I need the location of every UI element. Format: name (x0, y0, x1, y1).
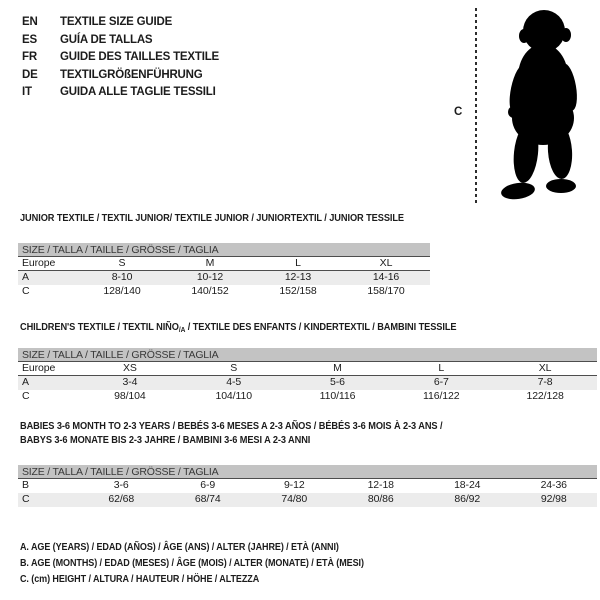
size-header-band: SIZE / TALLA / TAILLE / GRÖSSE / TAGLIA (18, 348, 597, 362)
language-code: IT (22, 86, 32, 98)
table-title-line (20, 420, 442, 434)
row-label: C (22, 285, 30, 297)
table-row (18, 479, 597, 493)
table-title-line (20, 212, 404, 226)
table-cell: 10-12 (196, 271, 224, 283)
table-cell: 7-8 (537, 376, 553, 388)
subscript-text: /A (178, 325, 186, 334)
column-header-row (18, 362, 597, 376)
table-cell: 18-24 (454, 479, 481, 491)
title-text: BABYS 3-6 MONATE BIS 2-3 JAHRE / BAMBINI 3-6 MESI A 2-3 ANNI (20, 433, 311, 446)
babies-size-table (18, 465, 597, 507)
table-cell: 6-9 (200, 479, 216, 491)
table-cell: 74/80 (281, 493, 308, 505)
table-cell: 9-12 (283, 479, 305, 491)
language-code: FR (22, 51, 37, 63)
column-header-cell: XL (379, 257, 393, 269)
language-code: EN (22, 16, 38, 28)
table-cell: 12-18 (367, 479, 394, 491)
size-header-band: SIZE / TALLA / TAILLE / GRÖSSE / TAGLIA (18, 243, 430, 257)
language-title: GUIDA ALLE TAGLIE TESSILI (60, 86, 216, 98)
legend-line: A. AGE (YEARS) / EDAD (AÑOS) / ÂGE (ANS) / ALTER (JAHRE) / ETÀ (ANNI) (20, 541, 339, 553)
row-label: A (22, 376, 29, 388)
legend (20, 539, 420, 587)
table-cell: 6-7 (433, 376, 449, 388)
language-row (22, 49, 219, 67)
table-cell: 80/86 (367, 493, 394, 505)
row-label: C (22, 493, 30, 505)
language-row (22, 32, 219, 50)
table-cell: 152/158 (279, 285, 317, 297)
table-cell: 122/128 (526, 390, 564, 402)
column-header-cell: L (438, 362, 445, 374)
junior-size-table (18, 243, 430, 299)
column-header-row (18, 257, 430, 271)
language-row (22, 14, 219, 32)
row-label: B (22, 479, 29, 491)
legend-line: B. AGE (MONTHS) / EDAD (MESES) / ÂGE (MOIS) / ALTER (MONATE) / ETÀ (MESI) (20, 557, 364, 569)
toddler-silhouette-icon (487, 5, 599, 205)
table-cell: 116/122 (423, 390, 460, 402)
table-row (18, 271, 430, 285)
children-table-title (20, 321, 456, 337)
table-cell: 68/74 (194, 493, 221, 505)
table-row (18, 493, 597, 507)
table-cell: 110/116 (319, 390, 356, 402)
height-measure-dotted-line (475, 8, 477, 206)
language-title: GUIDE DES TAILLES TEXTILE (60, 51, 219, 63)
column-header-cell: S (230, 362, 238, 374)
row-label: Europe (22, 257, 56, 269)
title-text: JUNIOR TEXTILE / TEXTIL JUNIOR/ TEXTILE JUNIOR / JUNIORTEXTIL / JUNIOR TESSILE (20, 212, 405, 224)
table-cell: 3-4 (122, 376, 138, 388)
row-label: A (22, 271, 29, 283)
language-code: DE (22, 68, 38, 81)
language-title: TEXTILE SIZE GUIDE (60, 16, 173, 28)
column-header-cell: M (333, 362, 342, 374)
language-row (22, 67, 219, 85)
language-row (22, 84, 219, 102)
legend-line: C. (cm) HEIGHT / ALTURA / HAUTEUR / HÖHE / ALTEZZA (20, 573, 260, 585)
title-text: BABIES 3-6 MONTH TO 2-3 YEARS / BEBÉS 3-6 MESES A 2-3 AÑOS / BÉBÉS 3-6 MOIS À 2-3 ANS / (20, 420, 443, 432)
table-cell: 4-5 (226, 376, 242, 388)
table-cell: 24-36 (540, 479, 567, 491)
table-cell: 5-6 (330, 376, 345, 388)
table-cell: 14-16 (372, 271, 400, 283)
column-header-cell: XS (122, 362, 137, 374)
table-row (18, 390, 597, 404)
language-title: GUÍA DE TALLAS (60, 33, 153, 46)
language-code: ES (22, 33, 37, 46)
table-cell: 62/68 (108, 493, 135, 505)
title-text: CHILDREN'S TEXTILE / TEXTIL NIÑO (20, 321, 179, 333)
table-cell: 92/98 (540, 493, 567, 505)
language-list (22, 14, 219, 102)
table-cell: 158/170 (367, 285, 405, 297)
size-header-band: SIZE / TALLA / TAILLE / GRÖSSE / TAGLIA (18, 465, 597, 479)
table-cell: 104/110 (215, 390, 252, 402)
table-cell: 98/104 (114, 390, 146, 402)
table-cell: 128/140 (103, 285, 141, 297)
table-cell: 8-10 (111, 271, 133, 283)
column-header-cell: S (118, 257, 126, 269)
column-header-cell: XL (538, 362, 552, 374)
row-label: C (22, 390, 30, 402)
table-row (18, 376, 597, 390)
column-header-cell: M (205, 257, 215, 269)
row-label: Europe (22, 362, 56, 374)
junior-table-title (20, 212, 404, 226)
table-title-line (20, 434, 442, 448)
table-cell: 3-6 (113, 479, 129, 491)
table-cell: 86/92 (454, 493, 481, 505)
height-measure-label: C (454, 106, 463, 118)
table-cell: 12-13 (284, 271, 312, 283)
babies-table-title (20, 420, 442, 447)
table-title-line (20, 321, 456, 337)
table-cell: 140/152 (191, 285, 229, 297)
language-title: TEXTILGRÖßENFÜHRUNG (60, 68, 203, 81)
table-row (18, 285, 430, 299)
children-size-table (18, 348, 597, 404)
title-text: / TEXTILE DES ENFANTS / KINDERTEXTIL / BAMBINI TESSILE (185, 321, 457, 333)
column-header-cell: L (295, 257, 301, 269)
